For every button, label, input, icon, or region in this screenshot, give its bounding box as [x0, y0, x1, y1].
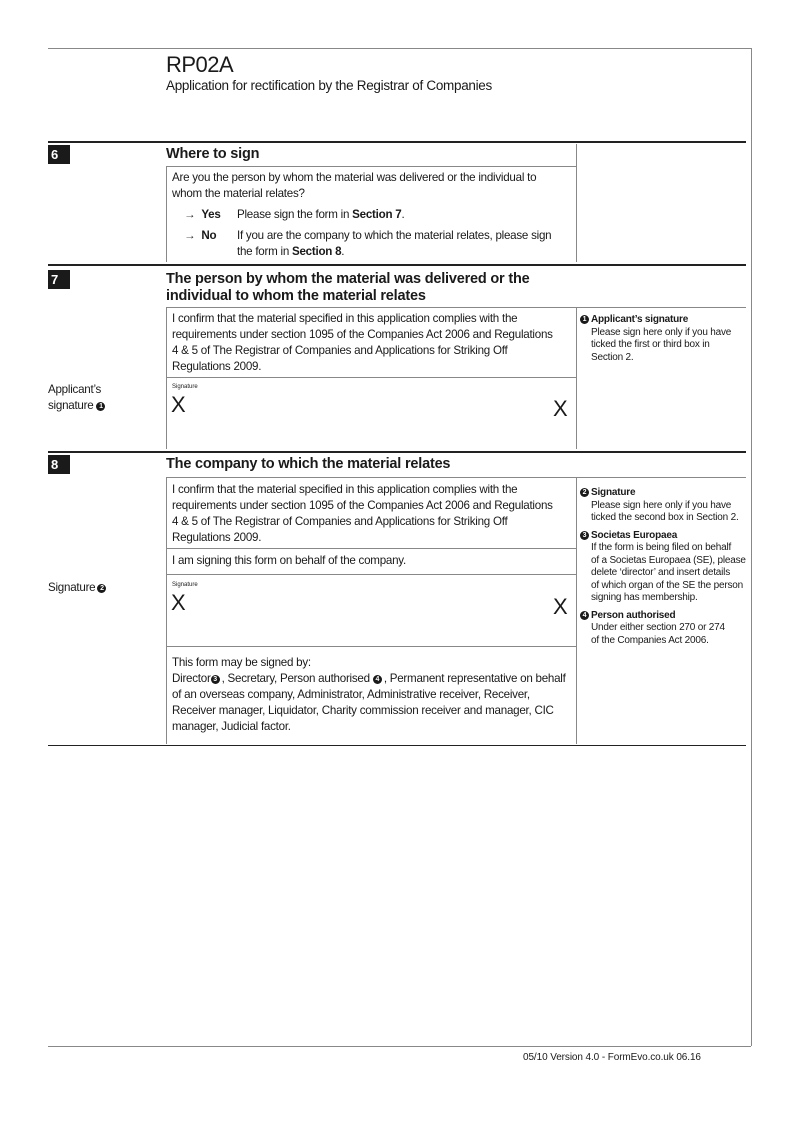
sign-here-x-icon: X: [171, 590, 186, 615]
section-7-right-rule: [576, 307, 577, 449]
section-6-title-rule: [166, 166, 576, 167]
section-6-question: Are you the person by whom the material was delivered or the individual to whom the material relates?: [172, 171, 537, 200]
company-signature-label: Signature 2: [48, 580, 108, 596]
section-6-rule: [48, 141, 746, 143]
section-7-number: 7: [48, 270, 70, 289]
note-person-authorised: 4 Person authorised Under either section 270 or 274 of the Companies Act 2006.: [580, 610, 746, 648]
option-no-text: If you are the company to which the material relates, please sign the form in Section 8.: [237, 229, 552, 258]
section-6-left-rule: [166, 166, 167, 262]
note-1-bullet-icon: 1: [96, 402, 105, 411]
section-6-number: 6: [48, 145, 70, 164]
option-yes-text: Please sign the form in Section 7.: [237, 208, 405, 221]
arrow-right-icon: →: [184, 208, 196, 221]
note-3-bullet-icon: 3: [580, 531, 589, 540]
section-8-notes: [580, 487, 746, 647]
option-no: → No: [184, 229, 217, 242]
section-8-right-rule: [576, 477, 577, 744]
section-7-title-rule: [166, 307, 746, 308]
bottom-rule: [48, 1046, 751, 1047]
section-6-title: Where to sign: [166, 146, 260, 162]
section-7-title: The person by whom the material was delivered or the individual to whom the material relates: [166, 271, 530, 304]
option-yes: → Yes: [184, 208, 221, 221]
top-rule: [48, 48, 751, 49]
note-2-bullet-icon: 2: [580, 488, 589, 497]
section-8-behalf-rule: [166, 548, 576, 549]
applicant-signature-field[interactable]: [167, 378, 575, 448]
note-societas-europaea: 3 Societas Europaea If the form is being filed on behalf of a Societas Europaea (SE), please delete ‘director’ and insert details of which organ of the SE the person signing has membership.: [580, 530, 746, 605]
section-8-confirmation: I confirm that the material specified in this application complies with the requirements under section 1095 of the Companies Act 2006 and Regulations 4 & 5 of The Registrar of Companies and Applications for Striking Off Regulations 2009.: [172, 483, 553, 544]
applicant-signature-label: Applicant’s signature 1: [48, 382, 107, 414]
form-code: RP02A: [166, 52, 234, 77]
section-8-title-rule: [166, 477, 746, 478]
note-4-bullet-icon: 4: [580, 611, 589, 620]
company-signature-field[interactable]: [167, 575, 575, 645]
section-8-number: 8: [48, 455, 70, 474]
note-4-bullet-icon: 4: [373, 675, 382, 684]
section-8-bottom-rule: [48, 745, 746, 746]
section-8-rule: [48, 451, 746, 453]
note-2-bullet-icon: 2: [97, 584, 106, 593]
version-footer: 05/10 Version 4.0 - FormEvo.co.uk 06.16: [523, 1052, 701, 1063]
note-3-bullet-icon: 3: [211, 675, 220, 684]
section-6-right-rule: [576, 144, 577, 262]
applicant-signature-note: 1 Applicant’s signature Please sign here only if you have ticked the first or third box in Section 2.: [580, 314, 731, 364]
behalf-statement: I am signing this form on behalf of the company.: [172, 554, 406, 567]
note-1-bullet-icon: 1: [580, 315, 589, 324]
right-border: [751, 48, 752, 1046]
sign-here-x-icon: X: [171, 392, 186, 417]
signed-by-list: This form may be signed by: Director 3 , Secretary, Person authorised 4 , Permanent representative on behalf of an overseas company, Administrator, Administrative receiver, Receiver, Receiver manager, Liquidator, Charity commission receiver and manager, CIC manager, Judicial factor.: [172, 656, 566, 733]
sign-here-x-icon: X: [553, 396, 568, 421]
section-8-title: The company to which the material relates: [166, 456, 451, 472]
section-8-sig-bottom-rule: [166, 646, 576, 647]
note-signature: 2 Signature Please sign here only if you have ticked the second box in Section 2.: [580, 487, 746, 525]
signature-caption: Signature: [172, 384, 198, 390]
section-7-rule: [48, 264, 746, 266]
form-title: Application for rectification by the Registrar of Companies: [166, 78, 492, 93]
arrow-right-icon: →: [184, 229, 196, 242]
signature-caption: Signature: [172, 582, 198, 588]
sign-here-x-icon: X: [553, 594, 568, 619]
section-7-confirmation: I confirm that the material specified in this application complies with the requirements under section 1095 of the Companies Act 2006 and Regulations 4 & 5 of The Registrar of Companies and Applications for Striking Off Regulations 2009.: [172, 312, 553, 373]
